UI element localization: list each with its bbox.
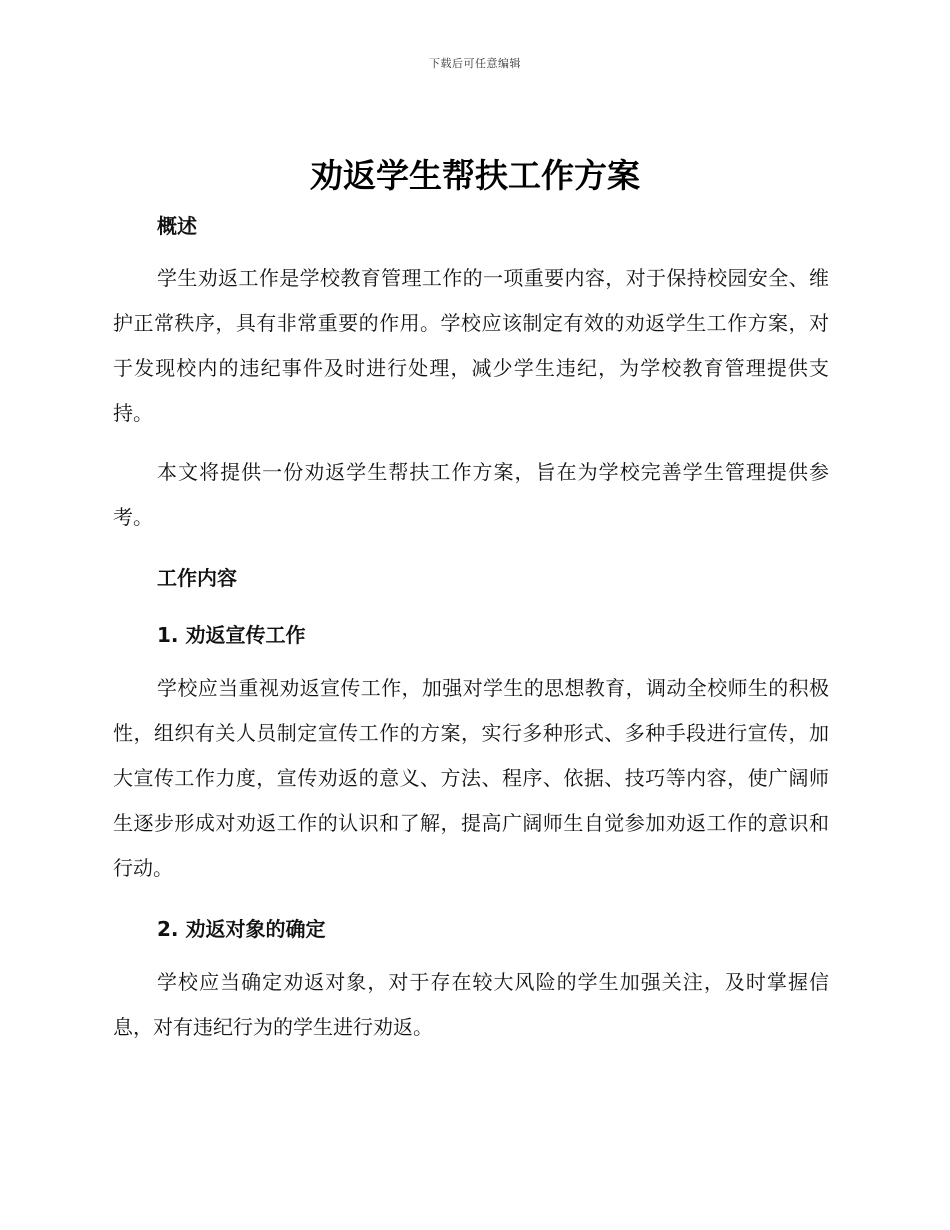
- heading-target-determination: 2. 劝返对象的确定: [157, 917, 326, 941]
- heading-overview: 概述: [157, 214, 197, 238]
- heading-work-content: 工作内容: [157, 566, 237, 590]
- paragraph-intro: 学生劝返工作是学校教育管理工作的一项重要内容，对于保持校园安全、维护正常秩序，具有非常重要的作用。学校应该制定有效的劝返学生工作方案，对于发现校内的违纪事件及时进行处理，减少学生违纪，为学校教育管理提供支持。: [113, 266, 829, 425]
- paragraph-purpose: 本文将提供一份劝返学生帮扶工作方案，旨在为学校完善学生管理提供参考。: [113, 460, 829, 529]
- heading-publicity-work: 1. 劝返宣传工作: [157, 623, 306, 647]
- paragraph-target-determination: 学校应当确定劝返对象，对于存在较大风险的学生加强关注，及时掌握信息，对有违纪行为的学生进行劝返。: [113, 970, 829, 1039]
- paragraph-publicity-work: 学校应当重视劝返宣传工作，加强对学生的思想教育，调动全校师生的积极性，组织有关人员制定宣传工作的方案，实行多种形式、多种手段进行宣传，加大宣传工作力度，宣传劝返的意义、方法、程序、依据、技巧等内容，使广阔师生逐步形成对劝返工作的认识和了解，提高广阔师生自觉参加劝返工作的意识和行动。: [113, 676, 829, 880]
- document-title: 劝返学生帮扶工作方案: [310, 156, 640, 195]
- header-note: 下载后可任意编辑: [429, 57, 521, 70]
